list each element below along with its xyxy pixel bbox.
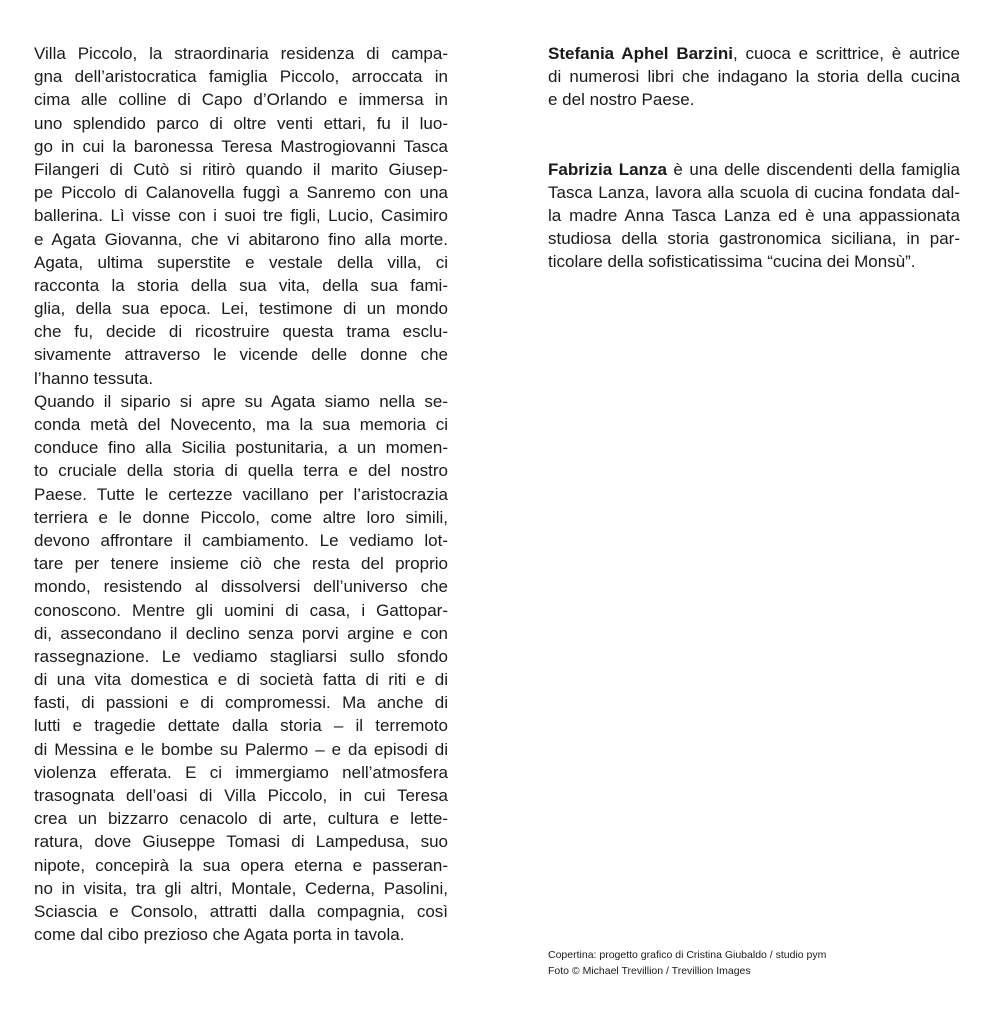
synopsis-line: cima alle colline di Capo d’Orlando e immersa in <box>34 90 448 110</box>
author-bio-line: Tasca Lanza, lavora alla scuola di cucina fondata dal- <box>548 182 960 202</box>
author-bio-line <box>548 158 960 181</box>
synopsis-line: come dal cibo prezioso che Agata porta in tavola. <box>34 925 405 945</box>
synopsis-line: di, assecondano il declino senza porvi argine e con <box>34 623 448 643</box>
author-name: Fabrizia Lanza <box>548 159 667 179</box>
author-bio-line: studiosa della storia gastronomica siciliana, in par- <box>548 229 960 249</box>
synopsis-line: nipote, concepirà la sua opera eterna e passeran- <box>34 855 448 875</box>
synopsis-line: no in visita, tra gli altri, Montale, Cederna, Pasolini, <box>34 878 448 898</box>
synopsis-line: crea un bizzarro cenacolo di arte, cultura e lette- <box>34 809 448 829</box>
author-name: Stefania Aphel Barzini <box>548 44 733 63</box>
synopsis-line: conda metà del Novecento, ma la sua memoria ci <box>34 415 448 434</box>
author-bio-line: la madre Anna Tasca Lanza ed è una appassionata <box>548 205 960 225</box>
synopsis-line: di una vita domestica e di società fatta di riti e di <box>34 670 448 690</box>
cover-credit: Copertina: progetto grafico di Cristina Giubaldo / studio pym <box>548 949 827 961</box>
author-bio-line: e del nostro Paese. <box>548 90 695 110</box>
synopsis-line: mondo, resistendo al dissolversi dell’universo che <box>34 577 448 597</box>
synopsis-line: conduce fino alla Sicilia postunitaria, a un momen- <box>34 438 448 458</box>
synopsis-line: Quando il sipario si apre su Agata siamo nella se- <box>34 391 448 411</box>
synopsis-line: uno splendido parco di oltre venti ettari, fu il luo- <box>34 113 448 133</box>
synopsis-column <box>34 42 448 946</box>
synopsis-line: Paese. Tutte le certezze vacillano per l’aristocrazia <box>34 484 448 504</box>
author-bio-line: ticolare della sofisticatissima “cucina dei Monsù”. <box>548 252 916 272</box>
authors-column <box>548 42 960 274</box>
synopsis-line: ratura, dove Giuseppe Tomasi di Lampedusa, suo <box>34 832 448 852</box>
author-bio-barzini <box>548 42 960 112</box>
photo-credit: Foto © Michael Trevillion / Trevillion Images <box>548 965 751 977</box>
synopsis-line: glia, della sua epoca. Lei, testimone di un mondo <box>34 299 448 319</box>
synopsis-line: Agata, ultima superstite e vestale della villa, ci <box>34 252 448 272</box>
synopsis-line: tare per tenere insieme ciò che resta del proprio <box>34 554 448 574</box>
synopsis-line: go in cui la baronessa Teresa Mastrogiovanni Tasca <box>34 136 448 156</box>
author-bio-line <box>548 42 960 65</box>
synopsis-line: gna dell’aristocratica famiglia Piccolo, arroccata in <box>34 67 448 87</box>
synopsis-line: ballerina. Lì visse con i suoi tre figli, Lucio, Casimiro <box>34 206 448 226</box>
synopsis-line: pe Piccolo di Calanovella fuggì a Sanremo con una <box>34 183 448 203</box>
synopsis-line: rassegnazione. Le vediamo stagliarsi sullo sfondo <box>34 646 448 666</box>
synopsis-line: l’hanno tessuta. <box>34 368 154 388</box>
synopsis-line: Sciascia e Consolo, attratti dalla compagnia, così <box>34 901 448 921</box>
synopsis-line: Villa Piccolo, la straordinaria residenza di campa- <box>34 44 448 63</box>
synopsis-line: violenza efferata. E ci immergiamo nell’atmosfera <box>34 762 448 782</box>
synopsis-line: Filangeri di Cutò si ritirò quando il marito Giusep- <box>34 159 448 179</box>
synopsis-line: terriera e le donne Piccolo, come altre loro simili, <box>34 507 448 527</box>
author-bio-line: di numerosi libri che indagano la storia della cucina <box>548 67 960 87</box>
image-credits <box>548 947 826 979</box>
author-bio-lanza <box>548 158 960 274</box>
synopsis-text <box>34 42 448 946</box>
synopsis-line: sivamente attraverso le vicende delle donne che <box>34 345 448 365</box>
author-bio-text: , cuoca e scrittrice, è autrice <box>733 44 960 63</box>
synopsis-line: che fu, decide di ricostruire questa trama esclu- <box>34 322 448 342</box>
synopsis-line: lutti e tragedie dettate dalla storia – il terremoto <box>34 716 448 736</box>
synopsis-line: racconta la storia della sua vita, della sua fami- <box>34 275 448 295</box>
synopsis-line: e Agata Giovanna, che vi abitarono fino alla morte. <box>34 229 448 249</box>
synopsis-line: to cruciale della storia di quella terra e del nostro <box>34 461 448 481</box>
author-bio-text: è una delle discendenti della famiglia <box>666 159 961 179</box>
synopsis-line: conoscono. Mentre gli uomini di casa, i Gattopar- <box>34 600 448 620</box>
synopsis-line: trasognata dell’oasi di Villa Piccolo, in cui Teresa <box>34 786 448 805</box>
synopsis-line: devono affrontare il cambiamento. Le vediamo lot- <box>34 530 448 550</box>
synopsis-line: fasti, di passioni e di compromessi. Ma anche di <box>34 693 448 713</box>
synopsis-line: di Messina e le bombe su Palermo – e da episodi di <box>34 739 448 759</box>
